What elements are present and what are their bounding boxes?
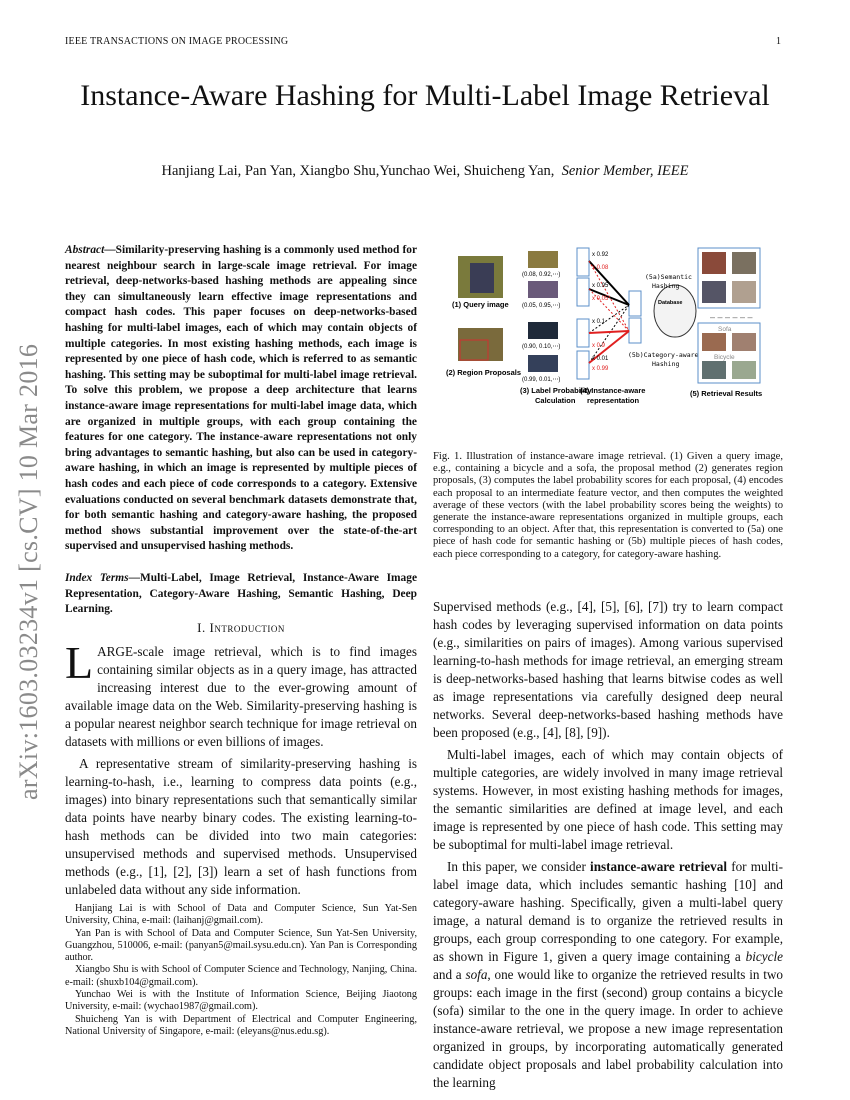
author-note: Senior Member, IEEE: [561, 163, 689, 179]
arxiv-stamp[interactable]: arXiv:1603.03234v1 [cs.CV] 10 Mar 2016: [14, 343, 43, 800]
proposal-image: [458, 328, 503, 361]
score: (0.08, 0.92,⋯): [522, 272, 561, 278]
query-image-bicycle: [470, 263, 494, 293]
author-list: [60, 163, 790, 180]
score: (0.90, 0.10,⋯): [522, 344, 561, 350]
step4-label: (4) Instance-aware: [580, 386, 646, 395]
figure-caption: Fig. 1. Illustration of instance-aware image retrieval. (1) Given a query image, e.g., containing a bicycle and a sofa, the proposal method (2) generates region proposals, (3) computes the label probability scores for each proposal, (4) encodes each proposal to an intermediate feature vector, and then computes the weighted average of these vectors (with the label probability scores being the weights) to generate the instance-aware representations organized in multiple groups, each corresponding to an object. After that, this representation is converted to (5a) one piece of hash code for semantic hashing or (5b) multiple pieces of hash codes, each piece corresponding to a category, for category-aware hashing.: [433, 451, 783, 560]
paragraph: [433, 858, 783, 1092]
footnote: Yan Pan is with School of Data and Computer Science, Sun Yat-Sen University, Guangzhou, 510006, e-mail: (panyan5@mail.sysu.edu.cn). Yan Pan is Corresponding author.: [65, 927, 417, 964]
weight: x 0.9: [592, 343, 606, 349]
weight: x 0.95: [592, 283, 609, 289]
footnotes: [65, 903, 417, 1038]
footnote: Shuicheng Yan is with Department of Electrical and Computer Engineering, National University of Singapore, e-mail: (eleyans@nus.edu.sg).: [65, 1013, 417, 1037]
weight: x 0.05: [592, 296, 609, 302]
footnote: Xiangbo Shu is with School of Computer Science and Technology, Nanjing, China. e-mail: (shuxb104@gmail.com).: [65, 964, 417, 988]
svg-text:– – – – – –: – – – – – –: [710, 312, 753, 322]
region-crop: [528, 355, 558, 372]
right-column-text: [433, 598, 783, 1096]
abstract: [65, 243, 417, 555]
proposals-label: (2) Region Proposals: [446, 368, 522, 377]
semantic-label: (5a)Semantic: [645, 273, 692, 281]
bicycle-label: Bicycle: [714, 354, 735, 361]
semantic-label: Hashing: [652, 282, 680, 290]
paragraph: Multi-label images, each of which may contain objects of multiple categories, are widely involved in many image retrieval systems. However, in most existing hashing methods for images, the semantic similarities are defined at image level, and each image is represented by one piece of hash code. This setting may be suboptimal for multi-label image retrieval.: [433, 747, 783, 852]
emphasis: sofa: [465, 967, 488, 982]
intro-paragraph-1: ARGE-scale image retrieval, which is to find images containing similar objects as in a query image, has attracted increasing interest due to the ever-growing amount of available image data on the Web. Similarity-preserving hashing is a popular nearest neighbor search technique for image retrieval on datasets with millions or even billions of images.: [65, 644, 417, 749]
footnote: Yunchao Wei is with the Institute of Information Science, Beijing Jiaotong University, e-mail: (wychao1987@gmail.com).: [65, 989, 417, 1013]
text: and a: [433, 967, 466, 982]
abstract-text: —Similarity-preserving hashing is a commonly used method for nearest neighbour search in large-scale image retrieval. For image retrieval, deep-networks-based hashing methods are appealing since they can simultaneously learn effective image representations and compact hash codes. This paper focuses on deep-networks-based hashing for multi-label images, each of which may contain objects of multiple categories. In most existing hashing methods, each image is represented by one piece of hash code, which is referred to as semantic hashing. This setting may be suboptimal for multi-label image retrieval. To solve this problem, we propose a deep architecture that learns instance-aware image representations for multi-label image data, which are organized in multiple groups, with each group containing the features for one category. The instance-aware representations not only bring advantages to semantic hashing, but also can be used in category-aware hashing, in which an image is represented by multiple pieces of hash codes and each piece of code corresponds to a category. Extensive evaluations conducted on several benchmark datasets demonstrate that, for both semantic hashing and category-aware hashing, the proposed method shows substantial improvement over the state-of-the-art supervised and unsupervised hashing methods.: [65, 244, 417, 553]
section-heading: I. Introduction: [197, 620, 285, 635]
drop-cap: L: [65, 637, 94, 688]
region-crop: [528, 251, 558, 268]
weight: x 0.08: [592, 265, 609, 271]
weight: x 0.01: [592, 356, 609, 362]
score: (0.99, 0.01,⋯): [522, 377, 561, 383]
weight: x 0.1: [592, 319, 606, 325]
text: , one would like to organize the retrieved results in two groups: each image in the first (second) group contains a bicycle (sofa) similar to the one in the query image. In order to achieve instance-aware retrieval, we propose a new image representation organized in groups, by incorporating automatically generated candidate object proposals and label probability calculation into the learning: [433, 967, 784, 1090]
figure-1: [440, 243, 800, 408]
journal-header: IEEE TRANSACTIONS ON IMAGE PROCESSING: [65, 36, 289, 47]
query-label: (1) Query image: [452, 300, 509, 309]
step3-label: (3) Label Probability: [520, 386, 592, 395]
region-crop: [528, 281, 558, 298]
intro-paragraph-2: A representative stream of similarity-preserving hashing is learning-to-hash, i.e., learning to compress data points (e.g., images) into binary representations such that semantically similar data points have nearby binary codes. The existing learning-to-hash methods can be divided into two main categories: unsupervised methods and supervised methods. Unsupervised methods (e.g., [1], [2], [3]) learn a set of hash functions from unlabeled data without any side information.: [65, 756, 417, 897]
abstract-label: Abstract: [65, 244, 105, 256]
text: for multi-label image data, which includes semantic hashing [10] and category-aware hashing. Specifically, given a multi-label query image, a natural demand is to organize the retrieved results in groups, each group corresponding to one category. For example, as shown in Figure 1, given a query image containing a: [433, 859, 783, 964]
score: (0.05, 0.95,⋯): [522, 303, 561, 309]
category-label: (5b)Category-aware: [628, 351, 699, 359]
page-number: 1: [776, 36, 782, 47]
database-icon: [654, 285, 696, 337]
database-label: Database: [658, 300, 683, 306]
weight: x 0.99: [592, 366, 609, 372]
category-label: Hashing: [652, 360, 680, 368]
step4-label: representation: [587, 396, 640, 405]
index-terms-text: —Multi-Label, Image Retrieval, Instance-Aware Image Representation, Category-Aware Hashing, Semantic Hashing, Deep Learning.: [65, 572, 417, 616]
weight: x 0.92: [592, 252, 609, 258]
footnote: Hanjiang Lai is with School of Data and Computer Science, Sun Yat-Sen University, China, e-mail: (laihanj@gmail.com).: [65, 903, 417, 927]
introduction: [65, 637, 417, 903]
emphasis: instance-aware retrieval: [590, 859, 728, 874]
emphasis: bicycle: [745, 949, 783, 964]
index-terms-label: Index Terms: [65, 572, 129, 584]
paper-title: Instance-Aware Hashing for Multi-Label Image Retrieval: [80, 79, 770, 112]
step3-label: Calculation: [535, 396, 576, 405]
step5-label: (5) Retrieval Results: [690, 389, 763, 398]
paragraph: Supervised methods (e.g., [4], [5], [6], [7]) try to learn compact hash codes by leveraging supervised information on data points (e.g., similarities on pairs of images). Among various supervised learning-to-hash methods for image retrieval, an emerging stream is deep-networks-based hashing that learns bitwise codes as well as image representations via carefully designed deep neural networks. Several deep-networks-based hashing methods have been proposed (e.g., [4], [8], [9]).: [433, 599, 783, 740]
region-crop: [528, 322, 558, 339]
index-terms: [65, 571, 417, 618]
text: In this paper, we consider: [447, 859, 591, 874]
authors: Hanjiang Lai, Pan Yan, Xiangbo Shu,Yunchao Wei, Shuicheng Yan,: [161, 163, 555, 179]
sofa-label: Sofa: [718, 326, 732, 333]
